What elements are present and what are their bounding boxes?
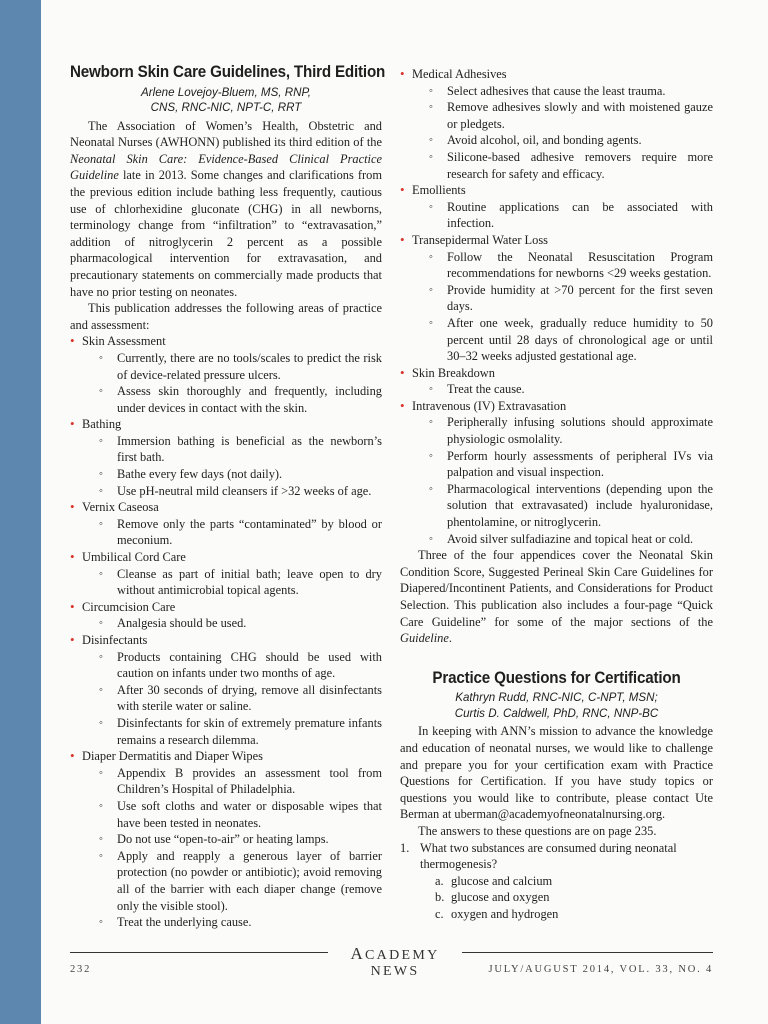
answer-option (435, 873, 713, 890)
subpoint-list (82, 615, 382, 632)
intro-paragraph (70, 118, 382, 301)
byline-line: Kathryn Rudd, RNC-NIC, C-NPT, MSN; (455, 691, 658, 705)
topic-item (400, 66, 713, 182)
subpoint-list (412, 249, 713, 365)
topic-title: Skin Assessment (82, 334, 166, 349)
topic-title: Vernix Caseosa (82, 500, 159, 515)
text-run: . (662, 807, 666, 822)
publication-initial: A (350, 944, 366, 963)
subpoint-list (82, 566, 382, 599)
text-run: Three of the four appendices cover the Neonatal Skin Condition Score, Suggested Perineal Skin Care Guidelines for Diapered/Incontinent Patients, and Considerations for Product Selection. This publication also includes a four-page “Quick Care Guideline” for some of the major sections of the (400, 548, 713, 629)
subpoint-list (412, 381, 713, 398)
closing-paragraph (400, 547, 713, 647)
answer-letter: c. (435, 906, 444, 921)
subpoint-item: ◦ Provide humidity at >70 percent for the first seven days. (412, 282, 713, 315)
subpoint-item: ◦ Analgesia should be used. (82, 615, 382, 632)
topic-item (70, 333, 382, 416)
topic-item (400, 365, 713, 398)
subpoint-list (82, 649, 382, 749)
topic-title: Diaper Dermatitis and Diaper Wipes (82, 749, 263, 764)
byline-line: CNS, RNC-NIC, NPT-C, RRT (150, 101, 302, 115)
right-column (400, 66, 713, 923)
subpoint-item: ◦ Use pH-neutral mild cleansers if >32 weeks of age. (82, 483, 382, 500)
topic-title: Emollients (412, 183, 466, 198)
question-item (400, 840, 713, 923)
topic-title: Circumcision Care (82, 599, 176, 614)
subpoint-item: ◦ Appendix B provides an assessment tool from Children’s Hospital of Philadelphia. (82, 765, 382, 798)
topic-item (70, 632, 382, 748)
subpoint-item: ◦ Avoid silver sulfadiazine and topical heat or cold. (412, 531, 713, 548)
subpoint-item: ◦ Remove adhesives slowly and with moistened gauze or pledgets. (412, 99, 713, 132)
subpoint-list (82, 433, 382, 499)
subpoint-item: ◦ Treat the underlying cause. (82, 914, 382, 931)
left-color-bar (0, 0, 41, 1024)
subpoint-list (412, 83, 713, 183)
question-text: What two substances are consumed during neonatal thermogenesis? (420, 840, 677, 872)
subpoint-item: ◦ Products containing CHG should be used with caution on infants under two months of age. (82, 649, 382, 682)
text-run: late in 2013. Some changes and clarifications from the previous edition include bathing less frequently, cautious use of chlorhexidine gluconate (CHG) in all newborns, terminology change from “infiltration” to “extravasation,” addition of nitroglycerin 2 percent as a possible pharmacological intervention for extravasation, and precautionary statements on commercially made products that have no prior testing on neonates. (70, 168, 382, 299)
topic-title: Intravenous (IV) Extravasation (412, 398, 567, 413)
subpoint-item: ◦ Perform hourly assessments of peripheral IVs via palpation and visual inspection. (412, 448, 713, 481)
question-list (400, 840, 713, 923)
subpoint-item: ◦ Use soft cloths and water or disposable wipes that have been tested in neonates. (82, 798, 382, 831)
answer-text: oxygen and hydrogen (451, 906, 559, 921)
subpoint-item: ◦ Select adhesives that cause the least trauma. (412, 83, 713, 100)
intro-paragraph (400, 723, 713, 823)
topic-item (400, 398, 713, 547)
section-gap (400, 647, 713, 670)
subpoint-item: ◦ Follow the Neonatal Resuscitation Program recommendations for newborns <29 weeks gestation. (412, 249, 713, 282)
subpoint-item: ◦ Do not use “open-to-air” or heating lamps. (82, 831, 382, 848)
answer-letter: b. (435, 890, 445, 905)
areas-intro: This publication addresses the following areas of practice and assessment: (70, 301, 382, 332)
subpoint-list (82, 350, 382, 416)
subpoint-item: ◦ Avoid alcohol, oil, and bonding agents. (412, 132, 713, 149)
topic-title: Skin Breakdown (412, 365, 495, 380)
publication-name (330, 944, 460, 980)
answer-option (435, 889, 713, 906)
text-run: In keeping with ANN’s mission to advance the knowledge and education of neonatal nurses, we would like to challenge and prepare you for your certification exam with Practice Questions for Certification. If you have study topics or questions you would like to contribute, please contact Ute Berman at (400, 724, 713, 822)
article-byline (400, 690, 713, 721)
topic-item (400, 182, 713, 232)
subpoint-item: ◦ Bathe every few days (not daily). (82, 466, 382, 483)
topic-item (70, 748, 382, 931)
subpoint-list (412, 199, 713, 232)
subpoint-item: ◦ Pharmacological interventions (depending upon the solution that extravasated) include hyaluronidase, phentolamine, or nitroglycerin. (412, 481, 713, 531)
topic-title: Disinfectants (82, 633, 148, 647)
topic-title: Umbilical Cord Care (82, 550, 186, 565)
subpoint-item: ◦ Treat the cause. (412, 381, 713, 398)
text-run: The Association of Women’s Health, Obstetric and Neonatal Nurses (AWHONN) published its third edition of the (70, 118, 382, 150)
subpoint-item: ◦ Silicone-based adhesive removers require more research for safety and efficacy. (412, 149, 713, 182)
answer-text: glucose and oxygen (451, 890, 550, 905)
guideline-title: Neonatal Skin Care: Evidence-Based Clinical Practice Guideline (70, 151, 382, 183)
topic-list (400, 66, 713, 547)
subpoint-item: ◦ Apply and reapply a generous layer of barrier protection (no powder or antibiotic); avoid removing all of the barrier with each diaper change (remove only the visible stool). (82, 848, 382, 914)
page-number: 232 (70, 964, 92, 975)
subpoint-item: ◦ Currently, there are no tools/scales to predict the risk of device-related pressure ulcers. (82, 350, 382, 383)
topic-item (70, 499, 382, 549)
answer-letter: a. (435, 873, 444, 888)
topic-item (70, 599, 382, 632)
subpoint-item: ◦ Cleanse as part of initial bath; leave open to dry without antimicrobial topical agents. (82, 566, 382, 599)
topic-title: Medical Adhesives (412, 67, 507, 81)
article-title: Practice Questions for Certification (432, 668, 681, 687)
topic-item (70, 416, 382, 499)
footer-rule (462, 952, 713, 953)
subpoint-item: ◦ Peripherally infusing solutions should approximate physiologic osmolality. (412, 414, 713, 447)
topic-item (400, 232, 713, 365)
answers-note: The answers to these questions are on page 235. (418, 823, 657, 838)
subpoint-item: ◦ Remove only the parts “contaminated” by blood or meconium. (82, 516, 382, 549)
topic-list (70, 333, 382, 930)
subpoint-item: ◦ After one week, gradually reduce humidity to 50 percent until 28 days of chronological age or until 30–32 weeks adjusted gestational age. (412, 315, 713, 365)
email-link[interactable]: uberman@academyofneonatalnursing.org (454, 807, 663, 822)
subpoint-item: ◦ Assess skin thoroughly and frequently, including under devices in contact with the skin. (82, 383, 382, 416)
byline-line: Curtis D. Caldwell, PhD, RNC, NNP-BC (454, 706, 659, 720)
byline-line: Arlene Lovejoy-Bluem, MS, RNP, (141, 85, 311, 99)
answer-list (420, 873, 713, 923)
publication-rest: CADEMY NEWS (365, 948, 440, 979)
left-column (70, 63, 386, 931)
subpoint-item: ◦ Immersion bathing is beneficial as the newborn’s first bath. (82, 433, 382, 466)
question-number: 1. (400, 840, 410, 855)
issue-info: JULY/AUGUST 2014, VOL. 33, NO. 4 (488, 964, 713, 975)
topic-item (70, 549, 382, 599)
article-title: Newborn Skin Care Guidelines, Third Edition (70, 63, 386, 81)
subpoint-item: ◦ Routine applications can be associated with infection. (412, 199, 713, 232)
subpoint-list (82, 516, 382, 549)
subpoint-item: ◦ After 30 seconds of drying, remove all disinfectants with sterile water or saline. (82, 682, 382, 715)
topic-title: Bathing (82, 417, 122, 432)
article-byline (70, 85, 382, 116)
text-run: . (448, 631, 452, 646)
guideline-ref: Guideline (400, 631, 449, 646)
topic-title: Transepidermal Water Loss (412, 232, 548, 247)
subpoint-item: ◦ Disinfectants for skin of extremely premature infants remains a research dilemma. (82, 715, 382, 748)
answer-text: glucose and calcium (451, 873, 553, 888)
answer-option (435, 906, 713, 923)
footer-rule (70, 952, 328, 953)
subpoint-list (412, 414, 713, 547)
subpoint-list (82, 765, 382, 931)
